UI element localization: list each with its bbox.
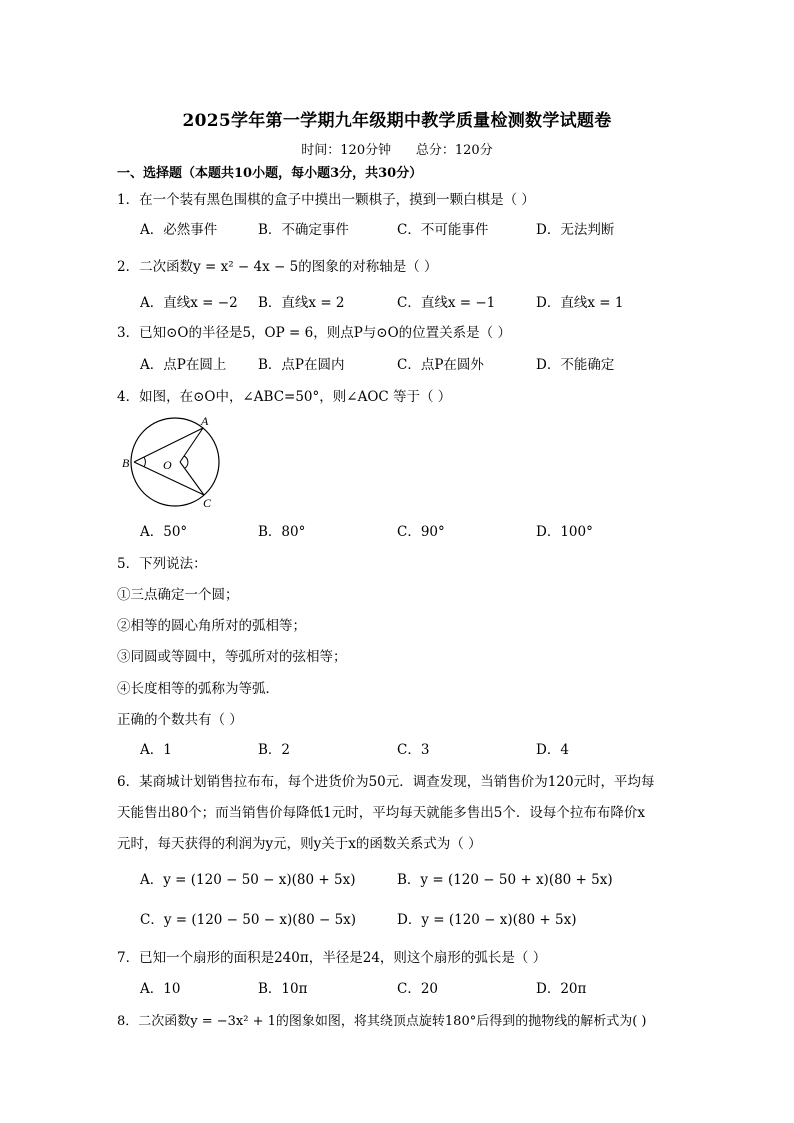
question-8-stem: 8．二次函数y = −3x² + 1的图象如图，将其绕顶点旋转180°后得到的抛物线的解析式为( )	[117, 1014, 647, 1029]
circle-figure	[118, 412, 228, 512]
q6-option-b: B．y = (120 − 50 + x)(80 + 5x)	[397, 872, 613, 888]
q2-option-c: C．直线x = −1	[397, 295, 496, 311]
q5-statement-4: ④长度相等的弧称为等弧．	[117, 681, 279, 697]
question-7-stem: 7．已知一个扇形的面积是240π，半径是24，则这个扇形的弧长是（ ）	[117, 950, 547, 966]
q2-option-d: D．直线x = 1	[536, 295, 624, 311]
q5-option-b: B．2	[258, 742, 291, 758]
q3-option-c: C．点P在圆外	[397, 357, 484, 373]
circle-o	[131, 418, 219, 506]
q3-option-b: B．点P在圆内	[258, 357, 345, 373]
question-3-stem: 3．已知⊙O的半径是5，OP = 6，则点P与⊙O的位置关系是（ ）	[117, 325, 511, 341]
q5-statement-2: ②相等的圆心角所对的弧相等；	[117, 618, 306, 634]
label-b: B	[122, 456, 130, 470]
q6-option-d: D．y = (120 − x)(80 + 5x)	[397, 912, 577, 928]
q3-option-a: A．点P在圆上	[140, 357, 227, 373]
q5-statement-3: ③同圆或等圆中，等弧所对的弦相等；	[117, 649, 347, 665]
q4-option-a: A．50°	[140, 524, 188, 540]
q6-line-3: 元时，每天获得的利润为y元，则y关于x的函数关系式为（ ）	[117, 836, 482, 852]
exam-subtitle: 时间：120分钟 总分：120分	[301, 143, 493, 158]
q5-option-c: C．3	[397, 742, 430, 758]
q4-option-c: C．90°	[397, 524, 445, 540]
q6-option-a: A．y = (120 − 50 − x)(80 + 5x)	[140, 872, 356, 888]
q3-option-d: D．不能确定	[536, 357, 615, 373]
q1-option-a: A．必然事件	[140, 222, 218, 238]
q6-line-1: 6．某商城计划销售拉布布，每个进货价为50元．调查发现，当销售价为120元时，平均每	[117, 774, 655, 790]
exam-title: 2025学年第一学期九年级期中教学质量检测数学试题卷	[182, 111, 612, 131]
angle-o-arc	[184, 456, 188, 468]
q1-option-d: D．无法判断	[536, 222, 615, 238]
label-o: O	[163, 458, 172, 472]
q2-option-a: A．直线x = −2	[140, 295, 238, 311]
q4-option-b: B．80°	[258, 524, 306, 540]
q2-option-b: B．直线x = 2	[258, 295, 345, 311]
q6-line-2: 天能售出80个；而当销售价每降低1元时，平均每天就能多售出5个．设每个拉布布降价x	[117, 805, 645, 821]
label-a: A	[201, 414, 209, 428]
q1-option-b: B．不确定事件	[258, 222, 349, 238]
q5-question: 正确的个数共有（ ）	[117, 712, 243, 728]
angle-b-arc	[144, 457, 145, 467]
q1-option-c: C．不可能事件	[397, 222, 489, 238]
q7-option-c: C．20	[397, 981, 439, 997]
question-4-stem: 4．如图，在⊙O中，∠ABC=50°，则∠AOC 等于（ ）	[117, 389, 452, 405]
section-heading: 一、选择题（本题共10小题，每小题3分，共30分）	[117, 166, 423, 181]
radius-oc	[180, 462, 204, 495]
question-5-stem: 5．下列说法：	[117, 556, 207, 572]
question-1-stem: 1．在一个装有黑色围棋的盒子中摸出一颗棋子，摸到一颗白棋是（ ）	[117, 192, 535, 208]
q4-option-d: D．100°	[536, 524, 593, 540]
q5-option-d: D．4	[536, 742, 569, 758]
q7-option-b: B．10π	[258, 981, 308, 997]
q5-statement-1: ①三点确定一个圆；	[117, 587, 239, 603]
label-c: C	[203, 496, 212, 510]
q7-option-a: A．10	[140, 981, 181, 997]
q7-option-d: D．20π	[536, 981, 587, 997]
question-2-stem: 2．二次函数y = x² − 4x − 5的图象的对称轴是（ ）	[117, 259, 438, 275]
q6-option-c: C．y = (120 − 50 − x)(80 − 5x)	[140, 912, 357, 928]
q5-option-a: A．1	[140, 742, 172, 758]
